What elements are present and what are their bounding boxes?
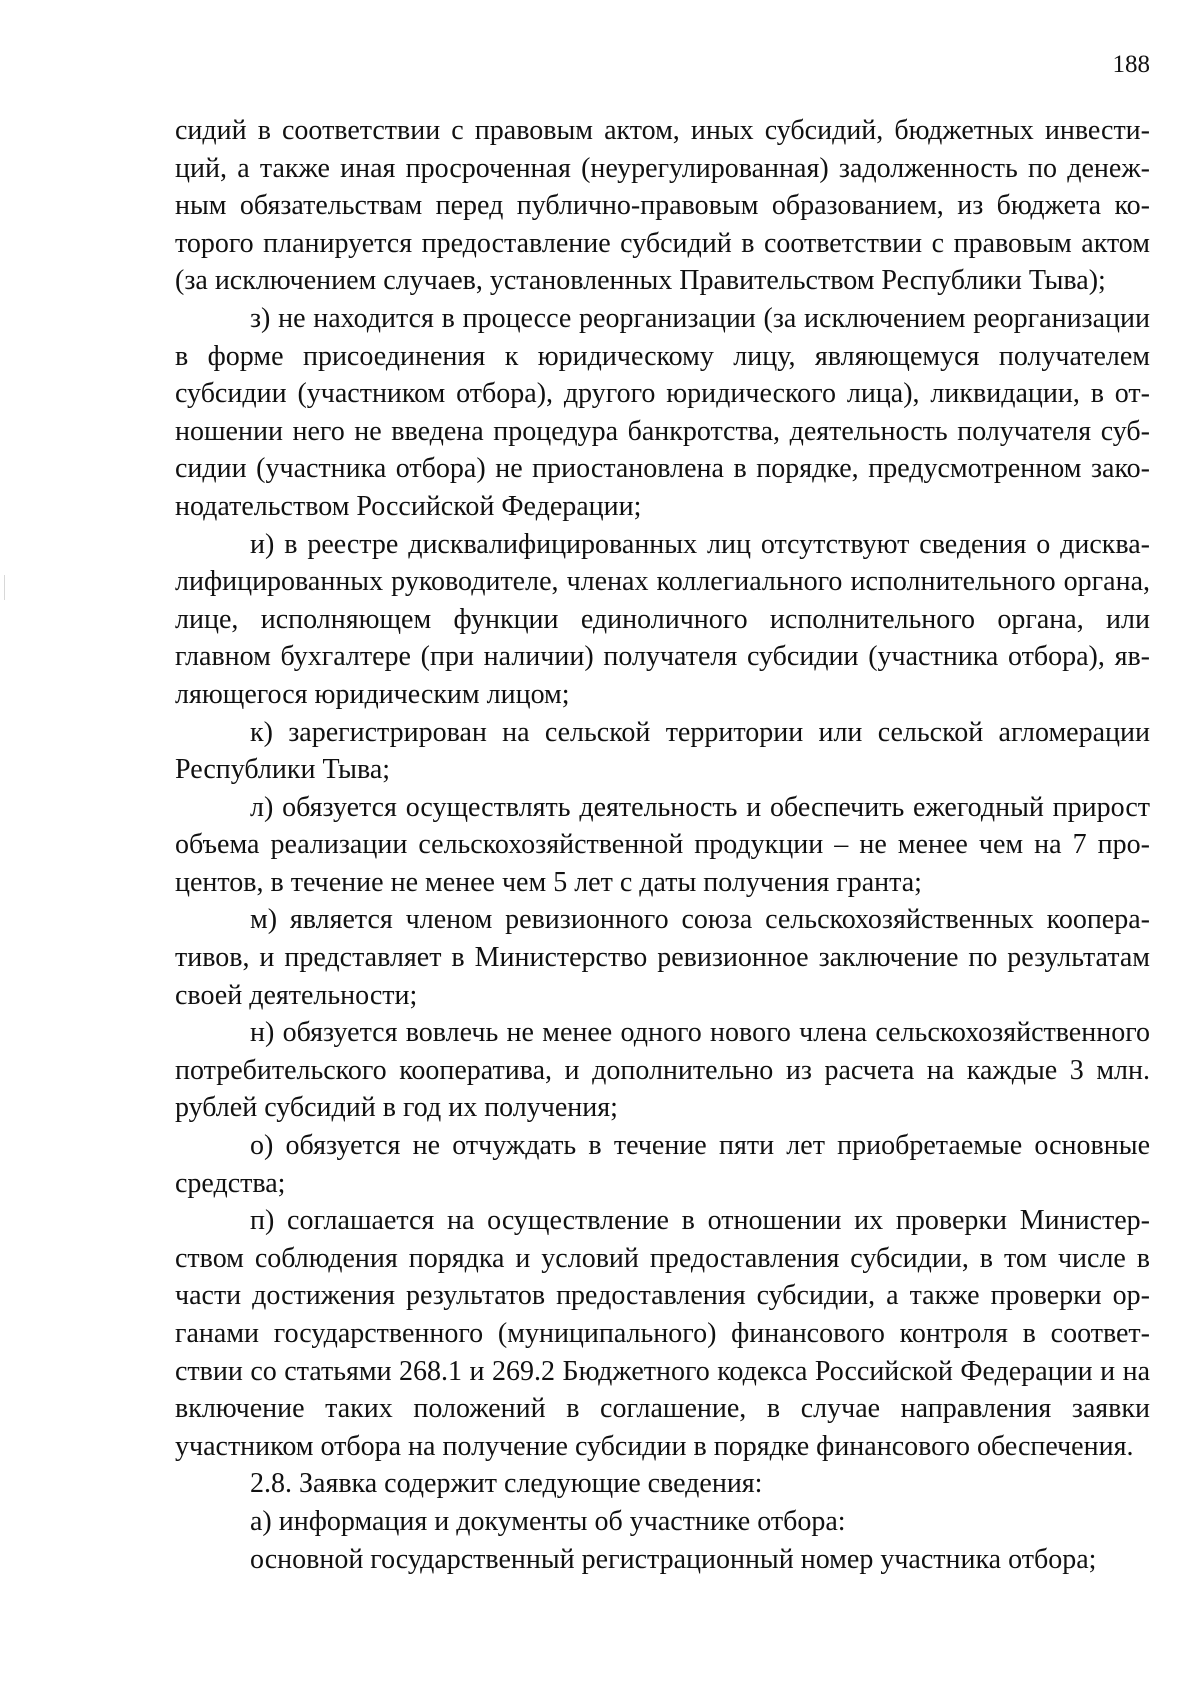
paragraph-item-n: н) обязуется вовлечь не менее одного нового члена сельскохозяйственного потребительского кооператива, и дополнительно из расчета на каждые 3 млн. рублей субсидий в год их получения; — [175, 1017, 1150, 1124]
paragraph-item-p: п) соглашается на осуществление в отношении их проверки Министерством соблюдения порядка и условий предоставления субсидии, в том числе в части достижения результатов предоставления субсидии, а также проверки органами государственного (муниципального) финансового контроля в соответствии со статьями 268.1 и 269.2 Бюджетного кодекса Российской Федерации и на включение таких положений в соглашение, в случае направления заявки участником отбора на получение субсидии в порядке финансового обеспечения. — [175, 1205, 1150, 1462]
scan-margin-mark — [4, 575, 5, 600]
paragraph-item-a: а) информация и документы об участнике отбора: — [250, 1505, 846, 1537]
paragraph-continuation: сидий в соответствии с правовым актом, иных субсидий, бюджетных инвестиций, а также иная просроченная (неурегулированная) задолженность по денежным обязательствам перед публично-правовым образованием, из бюджета которого планируется предоставление субсидий в соответствии с правовым актом (за исключением случаев, установленных Правительством Республики Тыва); — [175, 115, 1150, 297]
section-2-8-heading: 2.8. Заявка содержит следующие сведения: — [250, 1468, 763, 1500]
paragraph-item-z: з) не находится в процессе реорганизации (за исключением реорганизации в форме присоединения к юридическому лицу, являющемуся получателем субсидии (участником отбора), другого юридического лица), ликвидации, в отношении него не введена процедура банкротства, деятельность получателя субсидии (участника отбора) не приостановлена в порядке, предусмотренном законодательством Российской Федерации; — [175, 302, 1150, 522]
paragraph-item-m: м) является членом ревизионного союза сельскохозяйственных кооперативов, и представляет в Министерство ревизионное заключение по результатам своей деятельности; — [175, 904, 1150, 1011]
document-body — [175, 112, 1150, 1578]
paragraph-item-o: о) обязуется не отчуждать в течение пяти лет приобретаемые основные средства; — [175, 1130, 1150, 1199]
paragraph-item-k: к) зарегистрирован на сельской территории или сельской агломерации Республики Тыва; — [175, 716, 1150, 786]
paragraph-item-i: и) в реестре дисквалифицированных лиц отсутствуют сведения о дисквалифицированных руководителе, членах коллегиального исполнительного органа, лице, исполняющем функции единоличного исполнительного органа, или главном бухгалтере (при наличии) получателя субсидии (участника отбора), являющегося юридическим лицом; — [175, 528, 1150, 710]
paragraph-registration-number: основной государственный регистрационный номер участника отбора; — [250, 1543, 1097, 1575]
page-number: 188 — [1112, 51, 1150, 78]
paragraph-item-l: л) обязуется осуществлять деятельность и обеспечить ежегодный прирост объема реализации сельскохозяйственной продукции – не менее чем на 7 процентов, в течение не менее чем 5 лет с даты получения гранта; — [175, 791, 1150, 898]
